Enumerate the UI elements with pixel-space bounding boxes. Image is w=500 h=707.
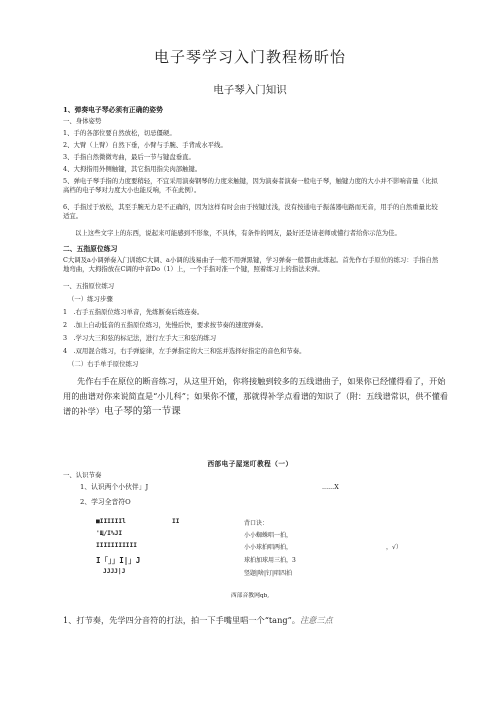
lesson-title-inline: 电子琴的第一节课	[103, 406, 181, 417]
exercise-line	[63, 615, 333, 626]
lesson-paragraph-text: 先作右手在原位的断音练习，从这里开始，你将接触到较多的五线谱曲子，如果你已经懂得看了，开始用的曲谱对你来说简直是“小儿科”；如果你不懂，那就得补学点看谱的知识了（附：五线谱常识，供不懂看谱的补学）	[63, 376, 448, 416]
list-item: 4、大拇指用外侧触键，其它指用指尖肉部触键。	[63, 165, 202, 173]
subheading: （一）练习步骤	[68, 295, 113, 303]
rhythm-notation: 'Щ/I%JI	[96, 530, 123, 537]
rhythm-notation: I「」」I|」J	[96, 556, 141, 565]
document-title: 电子琴学习入门教程杨昕怡	[153, 48, 346, 66]
mnemonic-mark: ，√）	[386, 544, 402, 551]
list-item: 5、弹电子琴手指的力度要稍轻，不宜采用演奏钢琴的力度来触键，因为演奏者演奏一般电子琴，触键力度的大小并不影响音量（比拟高档的电子琴对力度大小也能反响，不在此例）。	[63, 177, 438, 194]
step-item: 2 .加上自动低音的五指原位练习，先慢后快，要求按节奏的速度弹奏。	[63, 321, 268, 329]
list-item: 3、手指自然微微弯曲，最后一节与键盘垂直。	[63, 153, 195, 161]
tutorial-title: 西部电子屋迷叮教程（一）	[207, 460, 293, 468]
list-item: 2、大臂（上臂）自然下垂，小臂与手腕、手背成水平线。	[63, 141, 227, 149]
step-item: 1 .右手五指原位练习单音，先练断奏后练连奏。	[63, 308, 204, 316]
mnemonic-line: 小小蜘蛛唱一拍，	[244, 532, 293, 539]
rhythm-notation: JJJJ|J	[103, 568, 126, 575]
subheading: （二）右手单手原位练习	[68, 360, 139, 368]
list-item: 1、手的各部位要自然放松，切忌僵硬。	[63, 129, 176, 137]
mnemonic-line: 背口诀：	[244, 520, 269, 527]
mnemonic-line: 竖题|啥|钉|唱四拍	[244, 570, 293, 577]
rhythm-notation: IIIIIIIIIII	[96, 542, 137, 549]
section-heading-posture: 1、弹奏电子琴必须有正确的姿势	[63, 106, 163, 114]
section-item: 一、认识节奏	[63, 471, 102, 479]
list-item: 6、手指过于放松，其至手腕无力是不正确的，因为这样有时会由于按键过浅，没有按通电子振荡器电路而无音，用手的自然重量比较适宜。	[63, 203, 438, 220]
subheading: 一、五指原位练习	[63, 282, 115, 290]
mnemonic-line: 球拍加球用三拍，3	[244, 557, 296, 564]
rhythm-notation: II	[172, 518, 180, 525]
step-item: 4 .双用混合练习，右手弹旋律，左手弹指定的大三和弦并选择好指定的音色和节奏。	[63, 347, 306, 355]
lesson-line: 2、学习全音符O	[80, 498, 131, 506]
source-footer: 西部音教网qb,	[230, 593, 270, 599]
note-paragraph: 以上这些文字上的东西，说起来可能感到不形象，不具体，有条件的网友，最好还是请老师或懂行者给你示范为佳。	[75, 229, 401, 237]
subheading-body-posture: 一、身体姿势	[63, 117, 102, 125]
exercise-line-note: 注意三点	[299, 615, 333, 625]
section-heading-five-finger: 二、五指原位练习	[63, 245, 118, 253]
lesson-paragraph	[63, 374, 448, 419]
document-subtitle: 电子琴入门知识	[213, 84, 287, 96]
intro-paragraph: C大调及a小调弹奏入门训练C大调、a小调的浅易曲子一般不用弹黑键，学习弹奏一般都由此练起。首先作右手原位的练习：手指自然地弯曲，大拇指放在C调的中音Do（1）上，一个手指对准一个键，照着练习上的指法来弹。	[63, 256, 439, 273]
mnemonic-line: 小小球拍唱两拍，	[244, 544, 293, 551]
lesson-line: 1、认识两个小伙伴」J	[80, 483, 149, 491]
rhythm-notation: ■IIIIIIl	[96, 518, 126, 525]
step-item: 3 .学习大三和弦的标记法，进行左手大三和弦的练习	[63, 334, 217, 342]
exercise-line-text: 1、打节奏，先学四分音符的打法，拍一下手嘴里唱一个“tang”。	[63, 615, 300, 625]
lesson-line-right: ......X	[322, 483, 339, 491]
